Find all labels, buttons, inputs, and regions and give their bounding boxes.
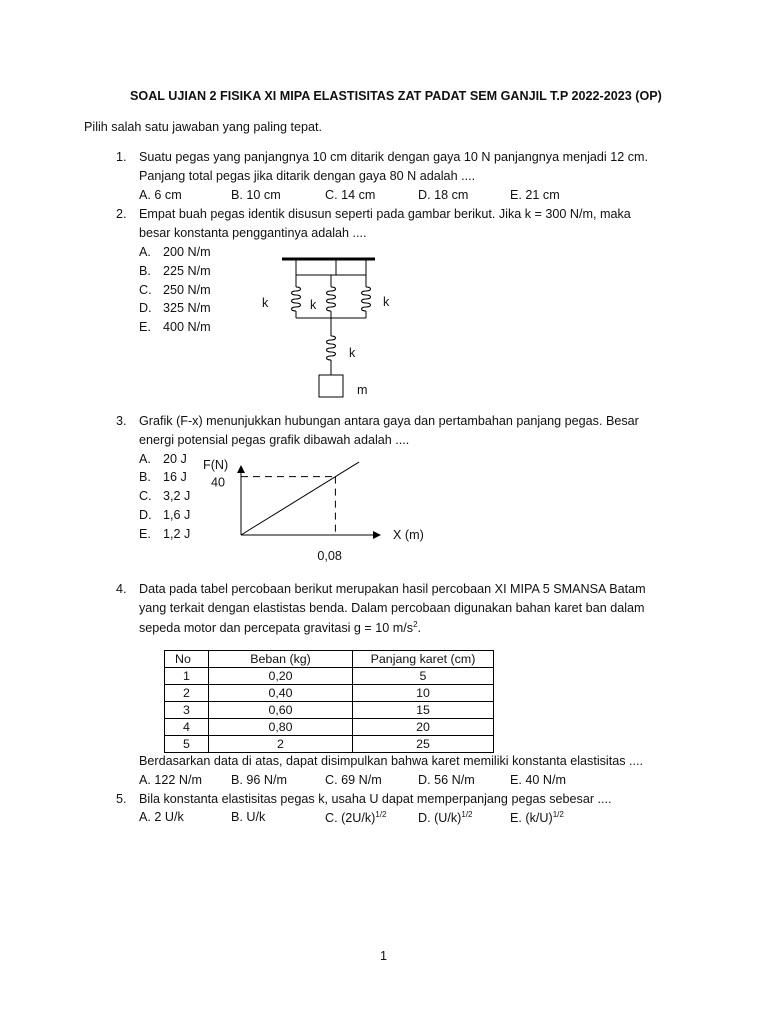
table-cell: 10	[353, 685, 494, 702]
table-cell: 5	[165, 736, 209, 753]
table-cell: 1	[165, 668, 209, 685]
option-d-value: 1,6 J	[163, 508, 191, 522]
question-text: besar konstanta penggantinya adalah ....	[139, 226, 367, 240]
table-cell: 2	[165, 685, 209, 702]
option-a-value: 20 J	[163, 452, 187, 466]
option-b-value: 16 J	[163, 470, 187, 484]
table-cell: 0,40	[209, 685, 353, 702]
y-axis	[237, 465, 245, 535]
x-axis-label: X (m)	[393, 528, 424, 542]
option-c: C. 69 N/m	[325, 773, 382, 787]
x-axis	[241, 531, 381, 539]
option-e-letter: E.	[139, 527, 151, 541]
option-b-value: 225 N/m	[163, 264, 211, 278]
question-text: Suatu pegas yang panjangnya 10 cm ditarik dengan gaya 10 N panjangnya menjadi 12 cm.	[139, 150, 648, 164]
table-row	[165, 736, 494, 753]
page-title: SOAL UJIAN 2 FISIKA XI MIPA ELASTISITAS ZAT PADAT SEM GANJIL T.P 2022-2023 (OP)	[130, 89, 662, 103]
question-text: yang terkait dengan elastistas benda. Dalam percobaan digunakan bahan karet ban dalam	[139, 601, 645, 615]
question-text: Bila konstanta elastisitas pegas k, usaha U dapat memperpanjang pegas sebesar ....	[139, 792, 612, 806]
question-text: Grafik (F-x) menunjukkan hubungan antara gaya dan pertambahan panjang pegas. Besar	[139, 414, 639, 428]
option-e-value: 400 N/m	[163, 320, 211, 334]
column-header-no: No	[165, 651, 209, 668]
question-text: sepeda motor dan percepata gravitasi g = 10 $m/s^2$.	[139, 620, 422, 636]
table-header-row	[165, 651, 494, 668]
spring-left	[292, 275, 301, 318]
question-text: energi potensial pegas grafik dibawah adalah ....	[139, 433, 410, 447]
page-number: 1	[380, 949, 388, 963]
question-text: Panjang total pegas jika ditarik dengan gaya 80 N adalah ....	[139, 169, 476, 183]
table-cell: 2	[209, 736, 353, 753]
option-a-letter: A.	[139, 452, 151, 466]
table-cell: 0,60	[209, 702, 353, 719]
option-d: D. $(U/k)^{1/2}$	[418, 810, 473, 826]
mass-label: m	[357, 383, 368, 397]
spring-middle	[327, 275, 336, 318]
option-c-letter: C.	[139, 283, 152, 297]
option-c-letter: C.	[139, 489, 152, 503]
table-cell: 0,20	[209, 668, 353, 685]
table-cell: 3	[165, 702, 209, 719]
table-cell: 4	[165, 719, 209, 736]
option-c-value: 3,2 J	[163, 489, 191, 503]
option-e: E. 40 N/m	[510, 773, 566, 787]
question-text: Empat buah pegas identik disusun seperti pada gambar berikut. Jika k = 300 N/m, maka	[139, 207, 631, 221]
option-e-value: 1,2 J	[163, 527, 191, 541]
option-e-letter: E.	[139, 320, 151, 334]
spring-label-bottom: k	[349, 346, 356, 360]
table-cell: 20	[353, 719, 494, 736]
option-b: B. 96 N/m	[231, 773, 287, 787]
option-b: B. 10 cm	[231, 188, 281, 202]
question-conclusion: Berdasarkan data di atas, dapat disimpulkan bahwa karet memiliki konstanta elastisitas ....	[139, 754, 644, 768]
option-c: C. 14 cm	[325, 188, 376, 202]
spring-label-right: k	[383, 295, 390, 309]
option-d-letter: D.	[139, 301, 152, 315]
option-a: A. 122 N/m	[139, 773, 202, 787]
question-number: 4.	[116, 582, 127, 596]
y-tick-label: 40	[211, 475, 226, 490]
y-axis-label: F(N)	[203, 458, 229, 472]
table-row	[165, 702, 494, 719]
option-d: D. 18 cm	[418, 188, 469, 202]
option-b: B. U/k	[231, 810, 266, 824]
option-d-value: 325 N/m	[163, 301, 211, 315]
option-e: E. 21 cm	[510, 188, 560, 202]
question-number: 5.	[116, 792, 127, 806]
option-d-letter: D.	[139, 508, 152, 522]
table-cell: 0,80	[209, 719, 353, 736]
option-a-value: 200 N/m	[163, 245, 211, 259]
option-d: D. 56 N/m	[418, 773, 475, 787]
mass-block	[319, 375, 343, 397]
option-b-letter: B.	[139, 264, 151, 278]
table-cell: 25	[353, 736, 494, 753]
table-row	[165, 685, 494, 702]
spring-right	[362, 275, 371, 318]
option-e: E. $(k/U)^{1/2}$	[510, 810, 564, 826]
table-cell: 15	[353, 702, 494, 719]
option-a: A. 6 cm	[139, 188, 182, 202]
data-table	[164, 650, 494, 753]
option-b-letter: B.	[139, 470, 151, 484]
x-tick-label: 0,08	[317, 549, 342, 563]
option-c-value: 250 N/m	[163, 283, 211, 297]
column-header-panjang: Panjang karet (cm)	[353, 651, 494, 668]
data-line	[241, 462, 359, 535]
option-a-letter: A.	[139, 245, 151, 259]
instruction: Pilih salah satu jawaban yang paling tepat.	[84, 120, 323, 134]
option-a: A. 2 U/k	[139, 810, 184, 824]
table-row	[165, 668, 494, 685]
spring-label-left: k	[262, 296, 269, 310]
option-c: C. $(2U/k)^{1/2}$	[325, 810, 387, 826]
table-cell: 5	[353, 668, 494, 685]
table-row	[165, 719, 494, 736]
column-header-beban: Beban (kg)	[209, 651, 353, 668]
spring-bottom	[327, 336, 336, 375]
spring-label-middle: k	[310, 298, 317, 312]
question-number: 3.	[116, 414, 127, 428]
question-number: 1.	[116, 150, 127, 164]
question-number: 2.	[116, 207, 127, 221]
question-text: Data pada tabel percobaan berikut merupakan hasil percobaan XI MIPA 5 SMANSA Batam	[139, 582, 646, 596]
